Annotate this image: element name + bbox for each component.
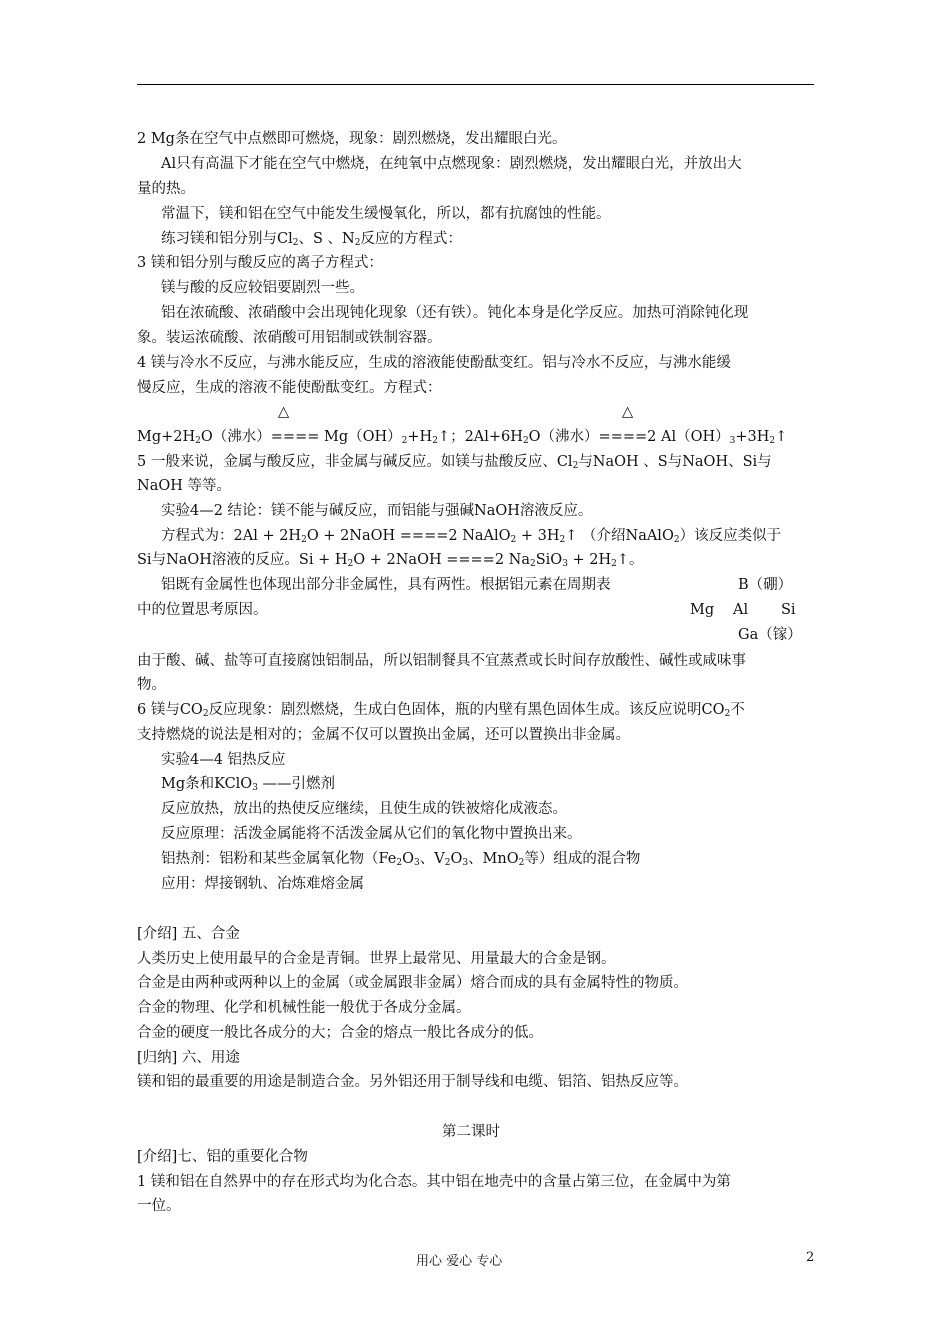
text-line: 人类历史上使用最早的合金是青铜。世界上最常见、用量最大的合金是钢。 <box>137 951 616 967</box>
periodic-table-cell-b: B（硼） <box>738 577 793 593</box>
text-line: 5 一般来说，金属与酸反应，非金属与碱反应。如镁与盐酸反应、$Cl_2$与NaOH 、S与NaOH、Si与 <box>137 454 772 471</box>
text-line: 反应原理：活泼金属能将不活泼金属从它们的氧化物中置换出来。 <box>161 826 582 842</box>
text-line: 应用：焊接钢轨、冶炼难熔金属 <box>161 876 364 892</box>
section-heading: [归纳] 六、用途 <box>137 1050 240 1066</box>
header-rule <box>137 84 814 85</box>
text-line: 慢反应，生成的溶液不能使酚酞变红。方程式： <box>137 380 442 396</box>
section-heading: [介绍]七、铝的重要化合物 <box>137 1149 308 1165</box>
equation-line: 方程式为：$2Al + 2H_2O$ + 2NaOH ====2 NaAlO$_2$ + $3H_2↑$ （介绍NaAlO$_2$）该反应类似于 <box>161 528 782 545</box>
heat-triangle-symbol: △ <box>278 404 290 420</box>
periodic-table-cell-si: Si <box>781 602 796 618</box>
periodic-table-cell-al: Al <box>733 602 749 618</box>
lesson-title: 第二课时 <box>442 1124 500 1140</box>
text-line: 6 镁与$CO_2$反应现象：剧烈燃烧，生成白色固体，瓶的内壁有黑色固体生成。该反应说明$CO_2$不 <box>137 702 745 719</box>
text-line: 一位。 <box>137 1198 181 1214</box>
equation-line: $Mg+2H_2O$（沸水）==== $Mg(OH)_2+H_2↑$；$2Al+6H_2O$（沸水）====2 $Al(OH)_3+3H_2↑$ <box>137 429 788 446</box>
text-line: 3 镁和铝分别与酸反应的离子方程式： <box>137 255 383 271</box>
text-line: 量的热。 <box>137 181 195 197</box>
text-line: 物。 <box>137 677 166 693</box>
text-line: 由于酸、碱、盐等可直接腐蚀铝制品，所以铝制餐具不宜蒸煮或长时间存放酸性、碱性或咸味事 <box>137 653 746 669</box>
text-line: 常温下，镁和铝在空气中能发生缓慢氧化，所以，都有抗腐蚀的性能。 <box>161 206 611 222</box>
text-line: 支持燃烧的说法是相对的；金属不仅可以置换出金属，还可以置换出非金属。 <box>137 727 630 743</box>
text-line: 铝既有金属性也体现出部分非金属性，具有两性。根据铝元素在周期表 <box>161 577 611 593</box>
periodic-table-cell-ga: Ga（镓） <box>738 627 802 643</box>
text-line: 镁和铝的最重要的用途是制造合金。另外铝还用于制导线和电缆、铝箔、铝热反应等。 <box>137 1074 688 1090</box>
text-line: 合金是由两种或两种以上的金属（或金属跟非金属）熔合而成的具有金属特性的物质。 <box>137 975 688 991</box>
text-line: NaOH 等等。 <box>137 478 231 494</box>
text-line: 铝热剂：铝粉和某些金属氧化物（$Fe_2O_3$、$V_2O_3$、MnO$_2$等）组成的混合物 <box>161 851 641 868</box>
text-line: 4 镁与冷水不反应，与沸水能反应，生成的溶液能使酚酞变红。铝与冷水不反应，与沸水能缓 <box>137 355 731 371</box>
periodic-table-cell-mg: Mg <box>690 602 715 618</box>
heat-triangle-symbol: △ <box>622 404 634 420</box>
text-line: 合金的物理、化学和机械性能一般优于各成分金属。 <box>137 1000 471 1016</box>
text-line: Mg条和KClO$_3$ ——引燃剂 <box>161 776 336 793</box>
section-heading: [介绍] 五、合金 <box>137 926 240 942</box>
text-line: 实验4—2 结论：镁不能与碱反应，而铝能与强碱NaOH溶液反应。 <box>161 503 593 519</box>
text-line: 1 镁和铝在自然界中的存在形式均为化合态。其中铝在地壳中的含量占第三位，在金属中为第 <box>137 1174 731 1190</box>
text-line: Al只有高温下才能在空气中燃烧，在纯氧中点燃现象：剧烈燃烧，发出耀眼白光，并放出大 <box>161 156 742 172</box>
equation-line: Si与NaOH溶液的反应。$Si + H_2O$ + 2NaOH ====2 $Na_2SiO_3$ + $2H_2↑$。 <box>137 552 644 569</box>
page-number: 2 <box>806 1250 815 1265</box>
text-line: 象。装运浓硫酸、浓硝酸可用铝制或铁制容器。 <box>137 330 442 346</box>
text-line: 合金的硬度一般比各成分的大；合金的熔点一般比各成分的低。 <box>137 1025 543 1041</box>
footer-text: 用心 爱心 专心 <box>416 1254 503 1269</box>
text-line: 反应放热，放出的热使反应继续，且使生成的铁被熔化成液态。 <box>161 801 567 817</box>
text-line: 2 Mg条在空气中点燃即可燃烧，现象：剧烈燃烧，发出耀眼白光。 <box>137 131 567 147</box>
text-line: 中的位置思考原因。 <box>137 602 268 618</box>
text-line: 镁与酸的反应较铝要剧烈一些。 <box>161 280 364 296</box>
text-line: 练习镁和铝分别与$Cl_2$、S 、$N_2$反应的方程式： <box>161 231 462 248</box>
text-line: 实验4—4 铝热反应 <box>161 752 286 768</box>
text-line: 铝在浓硫酸、浓硝酸中会出现钝化现象（还有铁）。钝化本身是化学反应。加热可消除钝化现 <box>161 305 749 321</box>
